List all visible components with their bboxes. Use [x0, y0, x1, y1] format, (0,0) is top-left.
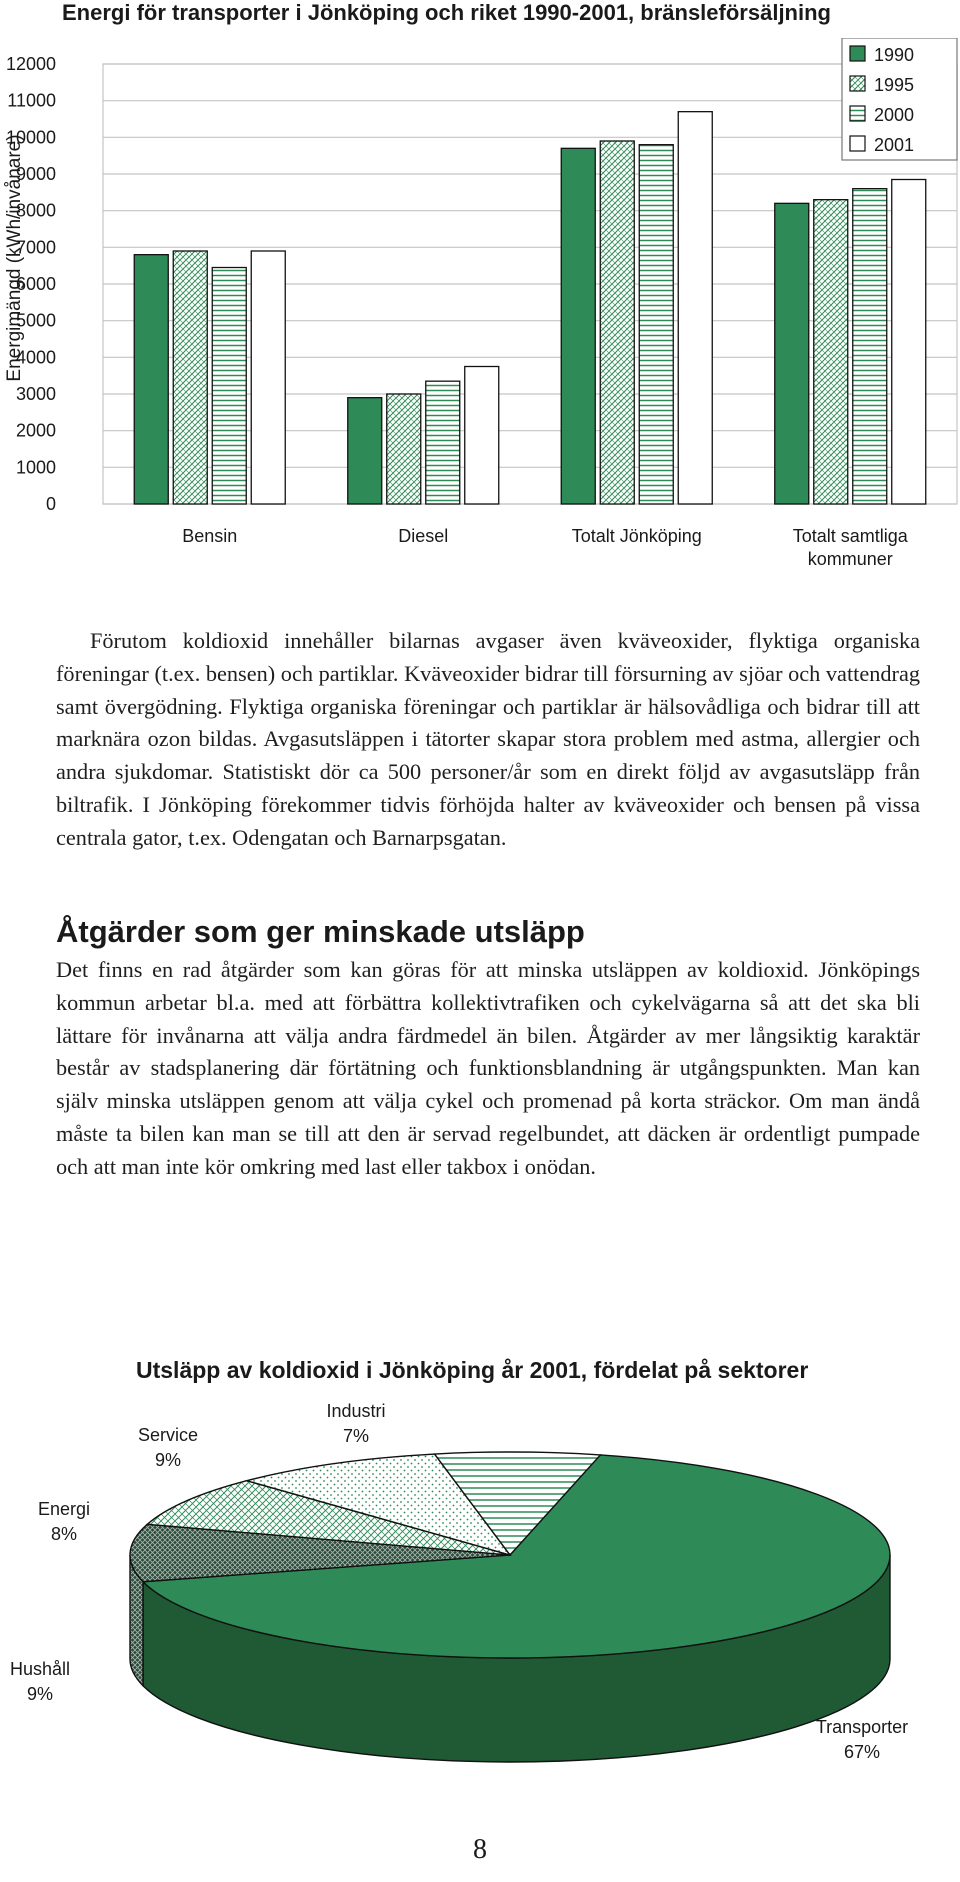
x-tick-label: Totalt samtliga	[792, 526, 908, 546]
legend-label-2000: 2000	[874, 105, 915, 125]
pie-label-energi-value: 8%	[50, 1524, 78, 1544]
legend-label-1990: 1990	[874, 45, 915, 65]
bar-1995-totalt-jönköping	[600, 141, 634, 504]
x-tick-label: kommuner	[807, 549, 893, 569]
page-number: 8	[473, 1834, 487, 1865]
y-tick-label: 5000	[15, 310, 56, 331]
y-tick-label: 6000	[15, 274, 56, 294]
y-tick-label: 8000	[15, 200, 56, 221]
bar-2001-diesel	[465, 367, 499, 505]
pie-label-energi: Energi	[37, 1499, 91, 1519]
y-tick-label: 4000	[15, 347, 56, 368]
legend-label-2001: 2001	[874, 135, 915, 155]
bar-2001-totalt-jönköping	[678, 112, 712, 504]
bar-chart-title: Energi för transporter i Jönköping och riket 1990-2001, bränsleförsäljning	[62, 0, 831, 25]
pie-label-hushåll-value: 9%	[26, 1684, 54, 1704]
bar-1990-totalt-jönköping	[561, 148, 595, 504]
paragraph-pollutants: Förutom koldioxid innehåller bilarnas avgaser även kväveoxider, flyktiga organiska föreningar (t.ex. bensen) och partiklar. Kväveoxider bidrar till försurning av sjöar och vattendrag samt övergödning. Flyktiga organiska föreningar och partiklar är hälsovådliga och bidrar till att marknära ozon bildas. Avgasutsläppen i tätorter skapar stora problem med astma, allergier och andra sjukdomar. Statistiskt dör ca 500 personer/år som en direkt följd av avgasutsläpp från biltrafik. I Jönköping förekommer tidvis förhöjda halter av kväveoxider och bensen på vissa centrala gator, t.ex. Odengatan och Barnarpsgatan.	[56, 628, 920, 850]
pie-label-transporter-value: 67%	[843, 1742, 881, 1762]
bar-2001-bensin	[251, 251, 285, 504]
y-tick-label: 2000	[15, 420, 56, 441]
bar-1990-diesel	[348, 398, 382, 504]
legend-swatch-2000	[850, 106, 865, 121]
legend-swatch-1990	[850, 46, 865, 61]
bar-1995-diesel	[387, 394, 421, 504]
x-tick-label: Bensin	[182, 526, 238, 546]
pie-label-service: Service	[137, 1425, 199, 1445]
legend-swatch-2001	[850, 136, 865, 151]
bar-2000-totalt-samtliga-kommuner	[853, 189, 887, 504]
pie-label-hushåll: Hushåll	[9, 1659, 71, 1679]
y-tick-label: 7000	[15, 237, 56, 258]
bar-1995-bensin	[173, 251, 207, 504]
pie-label-transporter: Transporter	[815, 1717, 909, 1737]
bar-2000-bensin	[212, 268, 246, 505]
bar-1995-totalt-samtliga-kommuner	[814, 200, 848, 504]
pie-label-industri: Industri	[326, 1401, 386, 1421]
section-heading: Åtgärder som ger minskade utsläpp	[56, 914, 585, 949]
y-tick-label: 1000	[15, 457, 56, 478]
pie-label-industri-value: 7%	[342, 1426, 370, 1446]
bar-1990-bensin	[134, 255, 168, 504]
legend-label-1995: 1995	[874, 75, 915, 95]
bar-chart-ylabel: Energimängd (kWh/invånare)	[4, 134, 25, 382]
y-tick-label: 10000	[5, 127, 56, 148]
bar-1990-totalt-samtliga-kommuner	[775, 203, 809, 504]
bar-2000-diesel	[426, 381, 460, 504]
y-tick-label: 0	[45, 494, 56, 514]
pie-chart-title: Utsläpp av koldioxid i Jönköping år 2001, fördelat på sektorer	[136, 1357, 809, 1383]
x-tick-label: Diesel	[398, 526, 449, 546]
x-tick-label: Totalt Jönköping	[571, 526, 702, 546]
pie-chart	[0, 1395, 960, 1815]
bar-2001-totalt-samtliga-kommuner	[892, 180, 926, 505]
pie-label-service-value: 9%	[154, 1450, 182, 1470]
paragraph-measures: Det finns en rad åtgärder som kan göras för att minska utsläppen av koldioxid. Jönköpings kommun arbetar bl.a. med att förbättra kollektivtrafiken och cykelvägarna så att det ska bli lättare för invånarna att välja andra färdmedel än bilen. Åtgärder av mer långsiktig karaktär består av stadsplanering där förtätning och funktionsblandning är utgångspunkten. Man kan själv minska utsläppen genom att välja cykel och promenad på korta sträckor. Om man ändå måste ta bilen kan man se till att den är servad regelbundet, att däcken är ordentligt pumpade och att man inte kör omkring med last eller takbox i onödan.	[56, 957, 920, 1179]
y-tick-label: 11000	[7, 90, 56, 111]
bar-2000-totalt-jönköping	[639, 145, 673, 504]
bar-chart	[0, 38, 960, 598]
legend-swatch-1995	[850, 76, 865, 91]
y-tick-label: 3000	[15, 384, 56, 404]
y-tick-label: 9000	[15, 164, 56, 184]
y-tick-label: 12000	[5, 54, 56, 74]
